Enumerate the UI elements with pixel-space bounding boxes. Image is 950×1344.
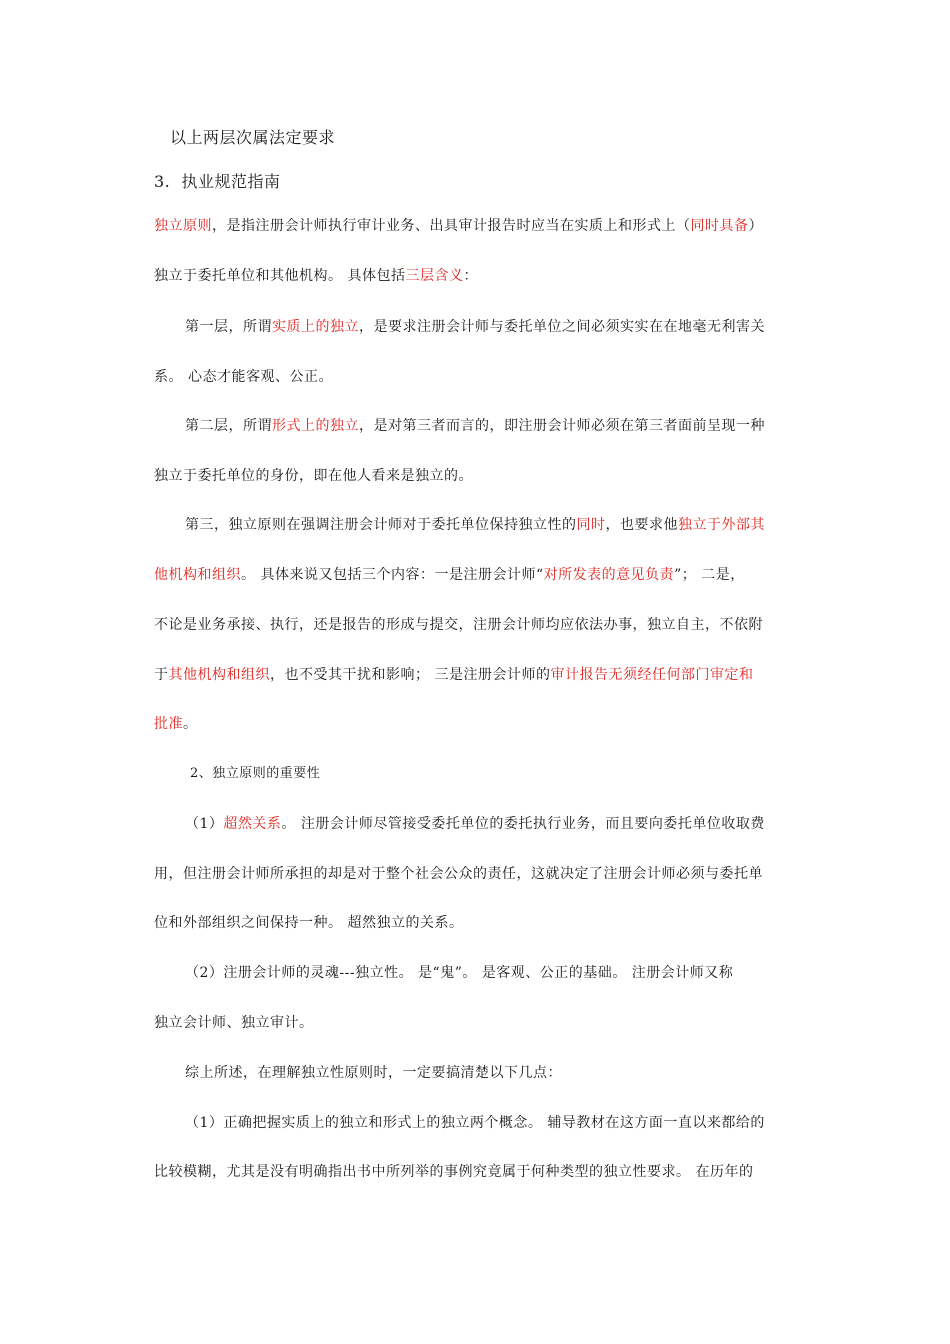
sub-heading bbox=[190, 764, 850, 784]
paragraph-8-line-2 bbox=[154, 1162, 814, 1182]
body-text: 。 bbox=[183, 716, 198, 732]
body-text: 独立会计师、独立审计。 bbox=[154, 1015, 314, 1031]
highlight-text: 超然关系 bbox=[223, 816, 282, 832]
paragraph-5-line-2 bbox=[154, 864, 814, 884]
body-text: 系。 心态才能客观、公正。 bbox=[154, 369, 333, 385]
body-text: 。 具体来说又包括三个内容：一是注册会计师“ bbox=[241, 567, 544, 583]
paragraph-4-line-1 bbox=[185, 515, 807, 535]
body-text: 第二层，所谓 bbox=[185, 418, 272, 434]
highlight-text: 实质上的独立 bbox=[272, 319, 359, 335]
highlight-text: 批准 bbox=[154, 716, 183, 732]
highlight-text: 同时 bbox=[576, 517, 606, 533]
paragraph-1-line-2 bbox=[154, 266, 814, 286]
paragraph-1-line-1 bbox=[154, 216, 814, 236]
paragraph-4-line-2 bbox=[154, 565, 814, 585]
paragraph-5-line-3 bbox=[154, 913, 814, 933]
section-number: 3. bbox=[154, 172, 171, 191]
paragraph-2-line-1 bbox=[185, 317, 807, 337]
body-text: 用，但注册会计师所承担的却是对于整个社会公众的责任，这就决定了注册会计师必须与委托单 bbox=[154, 866, 763, 882]
body-text: 于 bbox=[154, 667, 169, 683]
paragraph-6-line-1 bbox=[185, 963, 807, 983]
highlight-text: 三层含义 bbox=[405, 268, 464, 284]
highlight-text: 同时具备 bbox=[690, 218, 749, 234]
body-text: 不论是业务承接、执行，还是报告的形成与提交，注册会计师均应依法办事，独立自主，不依附 bbox=[154, 617, 763, 633]
paragraph-8-line-1 bbox=[185, 1113, 807, 1133]
body-text: ） bbox=[748, 218, 763, 234]
body-text: 综上所述，在理解独立性原则时，一定要搞清楚以下几点： bbox=[185, 1065, 562, 1081]
body-text: 比较模糊，尤其是没有明确指出书中所列举的事例究竟属于何种类型的独立性要求。 在历年的 bbox=[154, 1164, 754, 1180]
paragraph-2-line-2 bbox=[154, 367, 814, 387]
requirement-heading bbox=[170, 128, 830, 148]
body-text: （2）注册会计师的灵魂---独立性。 是“鬼”。 是客观、公正的基础。 注册会计师又称 bbox=[185, 965, 734, 981]
paragraph-4-line-3 bbox=[154, 615, 814, 635]
highlight-text: 独立于外部其 bbox=[678, 517, 765, 533]
highlight-text: 形式上的独立 bbox=[272, 418, 359, 434]
paragraph-4-line-5 bbox=[154, 714, 814, 734]
body-text: （1） bbox=[185, 816, 224, 832]
paragraph-3-line-1 bbox=[185, 416, 807, 436]
paragraph-4-line-4 bbox=[154, 665, 814, 685]
body-text: 第三，独立原则在强调注册会计师对于委托单位保持独立性的 bbox=[185, 517, 577, 533]
body-text: ，也要求他 bbox=[605, 517, 678, 533]
body-text: 。 注册会计师尽管接受委托单位的委托执行业务，而且要向委托单位收取费 bbox=[281, 816, 765, 832]
highlight-text: 其他机构和组织 bbox=[168, 667, 270, 683]
body-text: 第一层，所谓 bbox=[185, 319, 272, 335]
section-heading bbox=[154, 172, 814, 192]
body-text: ，是要求注册会计师与委托单位之间必须实实在在地毫无利害关 bbox=[359, 319, 765, 335]
highlight-text: 审计报告无须经任何部门审定和 bbox=[550, 667, 754, 683]
body-text: 独立于委托单位的身份，即在他人看来是独立的。 bbox=[154, 468, 473, 484]
requirement-heading-text: 以上两层次属法定要求 bbox=[170, 128, 336, 147]
section-title: 执业规范指南 bbox=[181, 172, 281, 191]
paragraph-3-line-2 bbox=[154, 466, 814, 486]
body-text: 位和外部组织之间保持一种。 超然独立的关系。 bbox=[154, 915, 464, 931]
highlight-text: 独立原则 bbox=[154, 218, 212, 234]
body-text: ”； 二是， bbox=[674, 567, 745, 583]
body-text: ，也不受其干扰和影响； 三是注册会计师的 bbox=[270, 667, 551, 683]
body-text: （1）正确把握实质上的独立和形式上的独立两个概念。 辅导教材在这方面一直以来都给的 bbox=[185, 1115, 765, 1131]
body-text: ，是指注册会计师执行审计业务、出具审计报告时应当在实质上和形式上（ bbox=[212, 218, 691, 234]
body-text: 独立于委托单位和其他机构。 具体包括 bbox=[154, 268, 406, 284]
paragraph-5-line-1 bbox=[185, 814, 807, 834]
highlight-text: 他机构和组织 bbox=[154, 567, 241, 583]
highlight-text: 对所发表的意见负责 bbox=[543, 567, 675, 583]
paragraph-6-line-2 bbox=[154, 1013, 814, 1033]
sub-heading-text: 2、独立原则的重要性 bbox=[190, 766, 321, 781]
paragraph-7 bbox=[185, 1063, 807, 1083]
body-text: ： bbox=[463, 268, 478, 284]
body-text: ，是对第三者而言的，即注册会计师必须在第三者面前呈现一种 bbox=[359, 418, 765, 434]
